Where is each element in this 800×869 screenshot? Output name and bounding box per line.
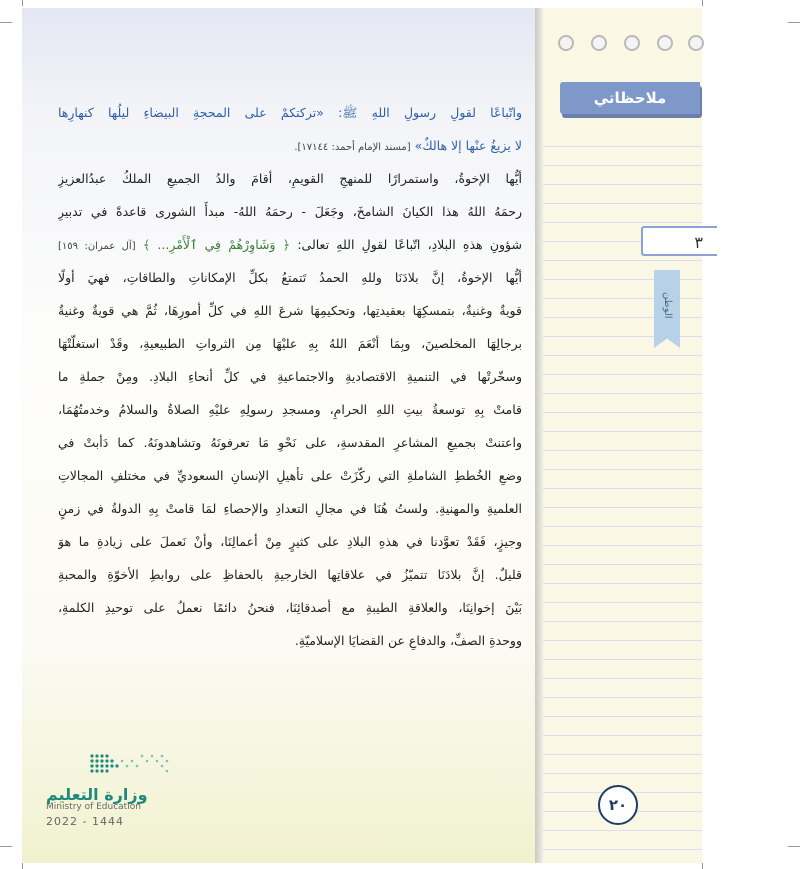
citation: [آل عمران: ١٥٩] [58, 241, 136, 252]
notes-column [543, 8, 702, 863]
text-line: رحمَهُ اللهُ هذا الكيانَ الشامخَ، وجَعَلَ - رحمَهُ اللهُ- مبدأَ الشورى قاعدةً في تدبيرِ [58, 204, 522, 219]
citation: [مسند الإمام أحمد: ١٧١٤٤]. [294, 142, 411, 153]
spiral-ring-icon [688, 35, 704, 51]
text-line: قامتْ بِهِ توسعةُ بيتِ اللهِ الحرامِ، ومسجدِ رسولِهِ عليْهِ الصلاةُ والسلامُ وخدمتُهُمَا، [58, 402, 522, 417]
text-line: برجالِهَا المخلصينَ، وبِمَا أنْعَمَ اللهُ بِهِ عليْهَا مِن الثرواتِ الطبيعيةِ، وقَدْ استغلّتْهَا [58, 336, 522, 351]
spiral-ring-icon [657, 35, 673, 51]
crop-mark [0, 22, 12, 23]
text-line: واتّباعًا لقولِ رسولِ اللهِ ﷺ: «تركتكمْ على المحجةِ البيضاءِ ليلُها كنهارِها [58, 105, 522, 120]
spiral-ring-icon [558, 35, 574, 51]
crop-mark [788, 22, 800, 23]
spiral-ring-icon [591, 35, 607, 51]
edition-year: 2022 - 1444 [46, 815, 124, 828]
ribbon-label: الوطن [662, 291, 673, 319]
text-line [58, 129, 522, 162]
crop-mark [0, 846, 12, 847]
ministry-name-english: Ministry of Education [46, 802, 141, 812]
hadith-quote: لا يزيغُ عنْها إلا هالكٌ» [414, 138, 522, 153]
page-number: ٢٠ [598, 785, 638, 825]
crop-mark [22, 863, 23, 869]
text-line: قليلٌ. إنَّ بلادَنَا تتميّزُ في علاقاتِها الخارجيةِ بالحفاظِ على روابطِ الأخوّةِ والمحبةِ [58, 567, 522, 582]
text-line [58, 228, 522, 261]
text-line: العلميةِ والمهنيةِ. ولستُ هُنَا في مجالِ التعدادِ والإحصاءِ لمَا قامتْ بِهِ الدولةُ في زمنٍ [58, 501, 522, 516]
text-line: وسخّرتْها في التنميةِ الاقتصاديةِ والاجتماعيةِ في كلِّ أنحاءِ البلادِ. ومِنْ جملةِ ما [58, 369, 522, 384]
ministry-name-arabic: وزارة التعليم [46, 785, 148, 804]
body-text [58, 96, 522, 657]
text-line: وضعِ الخُططِ الشاملةِ التي ركّزَتْ على تأهيلِ الإنسانِ السعوديِّ في مختلفِ المجالاتِ [58, 468, 522, 483]
crop-mark [22, 0, 23, 6]
unit-number-box: ٣ [641, 226, 717, 256]
crop-mark [702, 0, 703, 6]
text-line: واعتنتْ بجميعِ المشاعرِ المقدسةِ، على نَحْوِ مَا تعرفونَهُ وتشاهدونَهُ. كما دَأبتْ في [58, 435, 522, 450]
page-fold [535, 8, 543, 863]
crop-mark [702, 863, 703, 869]
notes-label: ملاحظاتي [560, 82, 700, 114]
text-line: وجيزٍ، فَقَدْ تعوَّدنا في هذهِ البلادِ على كثيرٍ مِنْ أعمالِنَا، وأنْ نَعملَ على زيادةِ ما هوَ [58, 534, 522, 549]
text-line: أيُّها الإخوةُ، واستمرارًا للمنهجِ القويمِ، أقامَ والدُ الجميعِ الملكُ عبدُالعزيزِ [58, 171, 522, 186]
text-line: أيُّها الإخوةُ، إنَّ بلادَنَا وللهِ الحمدُ تَتمتعُ بكلِّ الإمكاناتِ والطاقاتِ، فهيَ أولًا [58, 270, 522, 285]
text-line: بَيْنَ إخوانِنَا، والعلاقةِ الطيبةِ مع أصدقائِنَا، فنحنُ دائمًا نعملُ على توحيدِ الكلمةِ، [58, 600, 522, 615]
quran-verse: ﴿ وَشَاوِرْهُمْ فِي ٱلْأَمْرِ... ﴾ [142, 237, 291, 252]
text-line: قويةٌ وغنيةٌ، بتمسكِهَا بعقيدتِها، وتحكيمِهَا شرعَ اللهِ في كلِّ أمورِهَا، ثُمَّ هي قويةٌ وغنيةٌ [58, 303, 522, 318]
spiral-ring-icon [624, 35, 640, 51]
ministry-logo-icon [86, 750, 176, 782]
crop-mark [788, 846, 800, 847]
text-line: ووحدةِ الصفِّ، والدفاعِ عن القضايَا الإسلاميّةِ. [294, 633, 522, 648]
text-segment: شؤونِ هذهِ البلادِ، اتّباعًا لقولِ اللهِ تعالى: [297, 237, 522, 252]
